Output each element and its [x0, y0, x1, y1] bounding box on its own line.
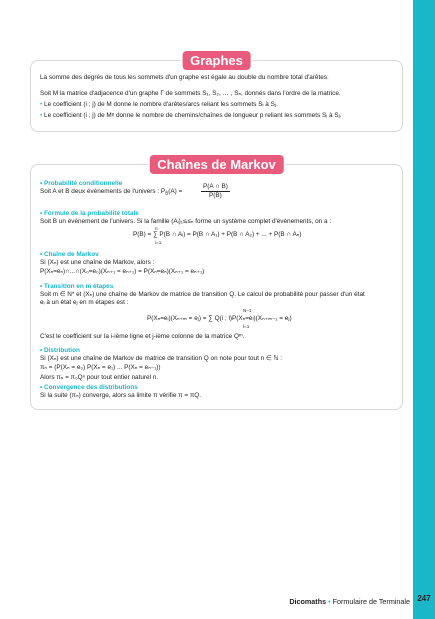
graphes-line-3: Le coefficient (i ; j) de M donne le nombre d'arêtes/arcs reliant les sommets Sᵢ à Sⱼ. [44, 101, 278, 108]
graphes-line-1: La somme des degrés de tous les sommets d'un graphe est égale au double du nombre total d'arêtes. [40, 74, 329, 81]
footer-book-title: Dicomaths [289, 597, 327, 606]
graphes-line-4: Le coefficient (i ; j) de Mᵖ donne le nombre de chemins/chaînes de longueur p reliant les sommets Sᵢ à Sⱼ. [44, 112, 342, 119]
heading-convergence: Convergence des distributions [44, 384, 138, 391]
heading-distribution: Distribution [44, 347, 80, 354]
bullet-icon: • [40, 180, 43, 187]
transition-text-2: eᵢ à un état eⱼ en m étapes est : [40, 299, 129, 306]
heading-probabilite: Probabilité conditionnelle [44, 180, 123, 187]
bullet-icon: • [40, 210, 43, 217]
page-footer [0, 597, 410, 606]
footer-subtitle: Formulaire de Terminale [332, 597, 410, 606]
proba-formula: (A) = [168, 188, 183, 195]
graphes-title: Graphes [182, 51, 251, 70]
proba-denominator: P(B) [209, 192, 222, 199]
bullet-icon: • [40, 251, 43, 258]
transition-formula: P(Xₙ=eᵢ)(Xₙ₊ₘ = eⱼ) = ∑ Q(i ; l)P(Xₙ=eₗ)(Xₙ₊ₘ₋₁ = eⱼ) [147, 315, 292, 322]
bullet-icon: • [40, 101, 43, 108]
footer-separator: • [328, 597, 331, 606]
convergence-text: Si la suite (πₙ) converge, alors sa limite π vérifie π = πQ. [40, 392, 202, 399]
graphes-panel [30, 53, 403, 132]
distribution-formula: πₙ = (P(Xₙ = e₀) P(Xₙ = e₁) ... P(Xₙ = eₙ₋₁)) [40, 364, 161, 371]
total-text: Soit B un événement de l'univers. Si la famille (Aᵢ)₁≤ᵢ≤ₙ forme un système complet d'événements, on a : [40, 218, 332, 225]
transition-text-3: C'est le coefficient sur la i-ième ligne et j-ième colonne de la matrice Qᵐ. [40, 333, 245, 340]
bullet-icon: • [40, 384, 43, 391]
heading-chaine: Chaîne de Markov [44, 251, 99, 258]
bullet-icon: • [40, 112, 43, 119]
markov-panel: Chaînes de Markov • Probabilité conditionnelle Soit A et B deux événements de l'univers : $P_B(A)$ = $\frac{P(A \cap B)}{P(B)}$ • Formule de la probabilité totale Soit B un événement de l'univers. Si la famille (Aᵢ)₁≤ᵢ≤ₙ forme un système complet d'événements, on a : n P(B) = ∑ P(B ∩ Aᵢ) = P(B ∩ A₁) + P(B ∩ A₂) + ... + P(B ∩ Aₙ) i=1 • Chaîne de Markov Si (Xₙ) est une chaîne de Markov, alors : P(Xₙ=eₙ)∩...∩(X₀=e₀)(Xₙ₊₁ = eₙ₊₁) = P(Xₙ=eₙ)(Xₙ₊₁ = eₙ₊₁) • Transition en m étapes Soit m ∈ N* et (Xₙ) une chaîne de Markov de matrice de transition Q. Le calcul de probabilité pour passer d'un état eᵢ à un état eⱼ en m étapes est : N−1 P(Xₙ=eᵢ)(Xₙ₊ₘ = eⱼ) = ∑ Q(i ; l)P(Xₙ=eₗ)(Xₙ₊ₘ₋₁ = eⱼ) l=1 C'est le coefficient sur la i-ième ligne et j-ième colonne de la matrice Qᵐ. • Distribution Si (Xₙ) est une chaîne de Markov de matrice de transition Q on note pour tout n ∈ ℕ : πₙ = (P(Xₙ = e₀) P(Xₙ = e₁) ... P(Xₙ = eₙ₋₁)) Alors πₙ = π₀Qⁿ pour tout entier naturel n. • Convergence des distributions Si la suite (πₙ) converge, alors sa limite π vérifie π = πQ. [30, 164, 403, 410]
proba-text: Soit A et B deux événements de l'univers : P [40, 188, 166, 195]
transition-text-1: Soit m ∈ N* et (Xₙ) une chaîne de Markov de matrice de transition Q. Le calcul de probabilité pour passer d'un état [40, 291, 365, 298]
bullet-icon: • [40, 283, 43, 290]
heading-transition: Transition en m étapes [44, 283, 114, 290]
distribution-text: Si (Xₙ) est une chaîne de Markov de matrice de transition Q on note pour tout n ∈ ℕ : [40, 355, 282, 362]
transition-sum-top: N−1 [243, 308, 252, 313]
chaine-formula: P(Xₙ=eₙ)∩...∩(X₀=e₀)(Xₙ₊₁ = eₙ₊₁) = P(Xₙ=eₙ)(Xₙ₊₁ = eₙ₊₁) [40, 268, 205, 275]
proba-numerator: P(A ∩ B) [203, 183, 228, 190]
chaine-text: Si (Xₙ) est une chaîne de Markov, alors : [40, 259, 155, 266]
page-number: 247 [417, 594, 431, 603]
markov-title: Chaînes de Markov [149, 155, 284, 174]
side-color-bar [413, 0, 435, 619]
distribution-text-2: Alors πₙ = π₀Qⁿ pour tout entier naturel n. [40, 374, 159, 381]
total-formula: P(B) = ∑ P(B ∩ Aᵢ) = P(B ∩ A₁) + P(B ∩ A₂) + ... + P(B ∩ Aₙ) [133, 231, 302, 238]
bullet-icon: • [40, 347, 43, 354]
graphes-line-2: Soit M la matrice d'adjacence d'un graphe Γ de sommets S₁, S₂, … , Sₙ, donnés dans l'ordre de la matrice. [40, 90, 341, 97]
transition-sum-bottom: l=1 [243, 324, 250, 329]
heading-total: Formule de la probabilité totale [44, 210, 139, 217]
